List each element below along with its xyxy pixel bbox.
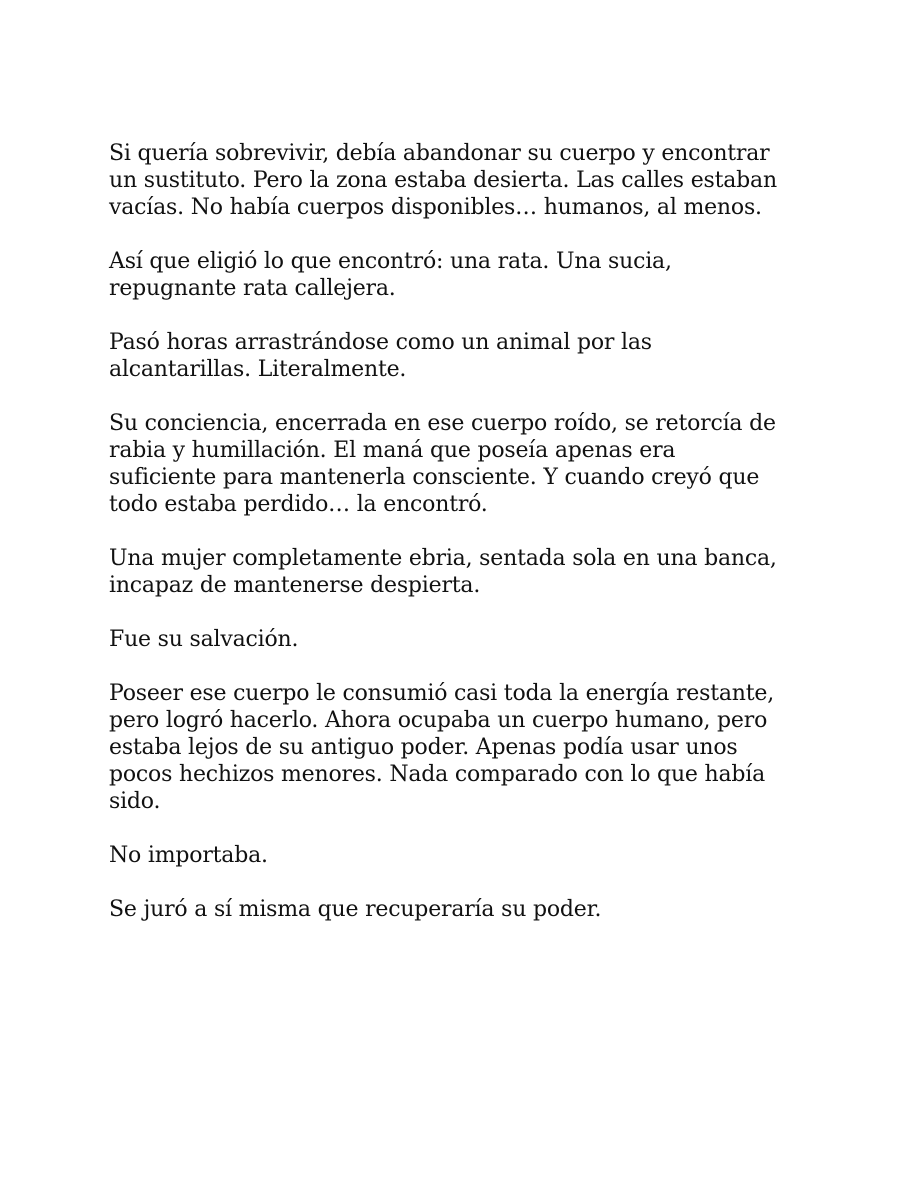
paragraph-7: Poseer ese cuerpo le consumió casi toda la energía restante, pero logró hacerlo. Ahora ocupaba un cuerpo humano, pero estaba lejos de su antiguo poder. Apenas podía usar unos pocos hechizos menores. Nada comparado con lo que había sido. — [109, 681, 774, 814]
paragraph-9: Se juró a sí misma que recuperaría su poder. — [109, 897, 602, 922]
paragraph-5: Una mujer completamente ebria, sentada sola en una banca, incapaz de mantenerse despierta. — [109, 546, 777, 598]
paragraph-1: Si quería sobrevivir, debía abandonar su cuerpo y encontrar un sustituto. Pero la zona estaba desierta. Las calles estaban vacías. No había cuerpos disponibles… humanos, al menos. — [109, 141, 777, 220]
paragraph-6: Fue su salvación. — [109, 627, 299, 652]
paragraph-4: Su conciencia, encerrada en ese cuerpo roído, se retorcía de rabia y humillación. El maná que poseía apenas era suficiente para mantenerla consciente. Y cuando creyó que todo estaba perdido… la encontró. — [109, 411, 776, 517]
paragraph-3: Pasó horas arrastrándose como un animal por las alcantarillas. Literalmente. — [109, 330, 652, 382]
paragraph-2: Así que eligió lo que encontró: una rata. Una sucia, repugnante rata callejera. — [109, 249, 672, 301]
paragraph-8: No importaba. — [109, 843, 268, 868]
document-page — [109, 140, 809, 950]
